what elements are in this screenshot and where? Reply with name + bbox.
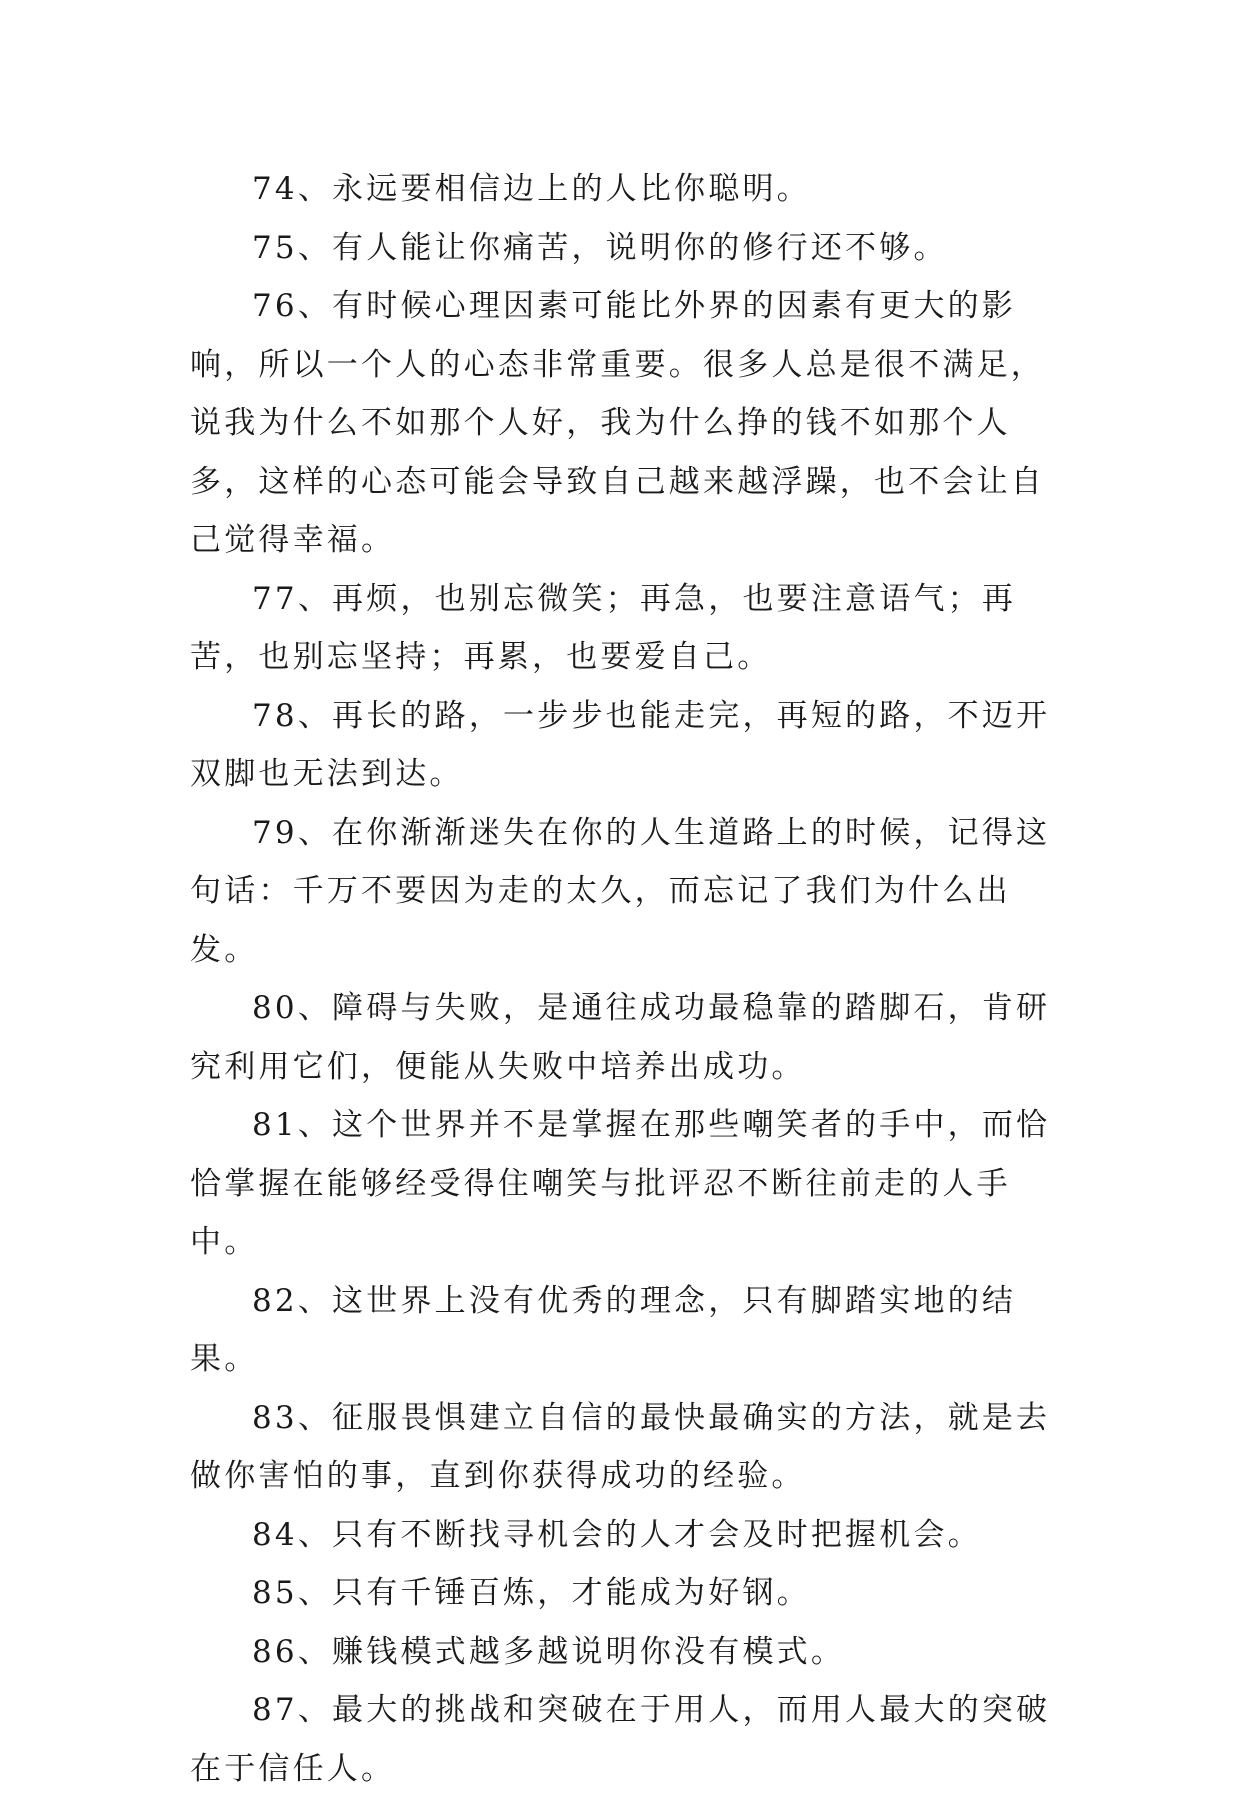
- paragraph-85: 85、只有千锤百炼，才能成为好钢。: [252, 1575, 811, 1611]
- paragraph-74: 74、永远要相信边上的人比你聪明。: [252, 171, 811, 207]
- document-body: [190, 160, 1070, 1798]
- paragraph-84: 84、只有不断找寻机会的人才会及时把握机会。: [252, 1516, 982, 1553]
- paragraph-87: 87、最大的挑战和突破在于用人，而用人最大的突破在于信任人。: [190, 1692, 1051, 1787]
- paragraph-75: 75、有人能让你痛苦，说明你的修行还不够。: [252, 229, 948, 266]
- paragraph-81: 81、这个世界并不是掌握在那些嘲笑者的手中，而恰恰掌握在能够经受得住嘲笑与批评忍不断往前走的人手中。: [190, 1107, 1051, 1260]
- paragraph-77: 77、再烦，也别忘微笑；再急，也要注意语气；再苦，也别忘坚持；再累，也要爱自己。: [190, 580, 1017, 675]
- paragraph-79: 79、在你渐渐迷失在你的人生道路上的时候，记得这句话：千万不要因为走的太久，而忘记了我们为什么出发。: [190, 814, 1051, 968]
- paragraph-80: 80、障碍与失败，是通往成功最稳靠的踏脚石，肯研究利用它们，便能从失败中培养出成功。: [190, 990, 1051, 1085]
- paragraph-76: 76、有时候心理因素可能比外界的因素有更大的影响，所以一个人的心态非常重要。很多人总是很不满足，说我为什么不如那个人好，我为什么挣的钱不如那个人多，这样的心态可能会导致自己越来越浮躁，也不会让自己觉得幸福。: [190, 288, 1045, 558]
- paragraph-83: 83、征服畏惧建立自信的最快最确实的方法，就是去做你害怕的事，直到你获得成功的经验。: [190, 1399, 1051, 1494]
- paragraph-82: 82、这世界上没有优秀的理念，只有脚踏实地的结果。: [190, 1282, 1017, 1377]
- paragraph-86: 86、赚钱模式越多越说明你没有模式。: [252, 1633, 846, 1670]
- paragraph-78: 78、再长的路，一步步也能走完，再短的路，不迈开双脚也无法到达。: [190, 697, 1051, 792]
